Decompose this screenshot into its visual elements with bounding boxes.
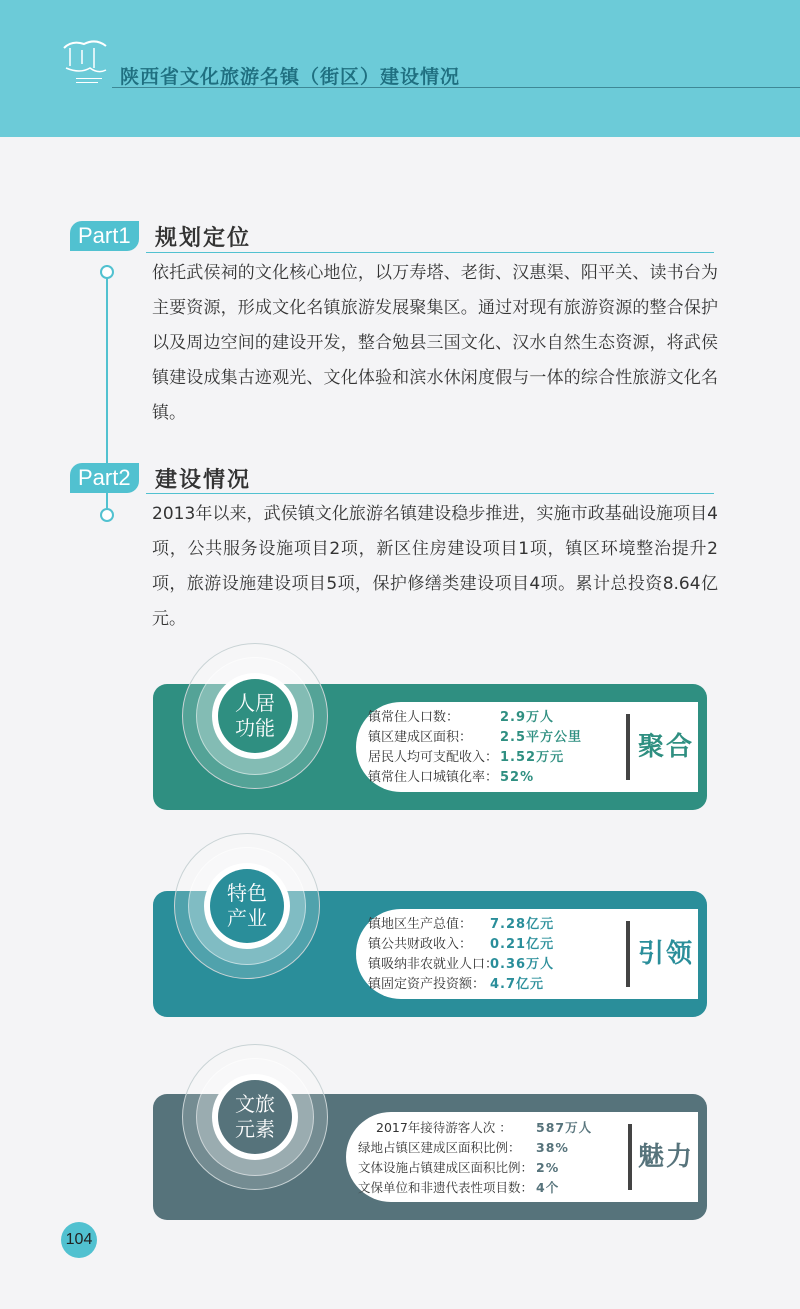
stat-label: 绿地占镇区建成区面积比例： (358, 1140, 521, 1155)
stat-row (368, 915, 554, 935)
page-number: 104 (61, 1222, 97, 1258)
stats-panel (356, 702, 698, 792)
stat-row (368, 708, 582, 728)
circle-label (218, 1080, 292, 1154)
stat-value: 2% (536, 1160, 560, 1175)
circle-label (218, 679, 292, 753)
part1-title: 规划定位 (155, 226, 252, 251)
stat-value: 587万人 (536, 1120, 593, 1135)
stat-row (368, 728, 582, 748)
header-title: 陕西省文化旅游名镇（街区）建设情况 (120, 66, 461, 88)
card-keyword: 魅力 (638, 1142, 695, 1172)
stat-row (368, 975, 554, 995)
stat-row (368, 935, 554, 955)
stat-row (358, 1158, 592, 1178)
circle-label-line1: 特色 (227, 881, 267, 905)
card-keyword: 聚合 (638, 732, 695, 762)
town-logo-icon (60, 30, 110, 92)
stat-row (358, 1178, 592, 1198)
stat-label: 镇地区生产总值： (368, 917, 473, 932)
stat-label: 镇公共财政收入： (368, 937, 473, 952)
stats-panel (346, 1112, 698, 1202)
circle-label-line2: 产业 (227, 906, 267, 930)
stats-list (358, 1118, 592, 1198)
stat-value: 2.5平方公里 (500, 730, 583, 745)
stat-row (368, 768, 582, 788)
stat-value: 2.9万人 (500, 710, 555, 725)
part2-title: 建设情况 (155, 468, 252, 493)
circle-label-line1: 人居 (235, 691, 275, 715)
part1-badge: Part1 (70, 221, 139, 251)
stat-label: 文体设施占镇建成区面积比例： (358, 1160, 534, 1175)
timeline-dot-1 (100, 265, 114, 279)
stat-value: 4个 (536, 1180, 560, 1195)
stat-label: 居民人均可支配收入： (368, 750, 499, 765)
part2-underline (146, 493, 714, 494)
stat-value: 7.28亿元 (490, 917, 555, 932)
stat-row (368, 955, 554, 975)
stat-row (358, 1138, 592, 1158)
stats-list (368, 708, 582, 788)
accent-bar (626, 921, 630, 987)
stat-value: 0.36万人 (490, 957, 555, 972)
stats-list (368, 915, 554, 995)
stat-row (368, 748, 582, 768)
circle-label-line2: 元素 (235, 1117, 275, 1141)
stat-row (358, 1118, 592, 1138)
accent-bar (628, 1124, 632, 1190)
stat-label: 文保单位和非遗代表性项目数： (358, 1180, 534, 1195)
stat-value: 38% (536, 1140, 569, 1155)
card-keyword: 引领 (638, 939, 695, 969)
part2-badge: Part2 (70, 463, 139, 493)
page-header (0, 0, 800, 137)
circle-label-line2: 功能 (235, 716, 275, 740)
timeline-dot-2 (100, 508, 114, 522)
stat-label: 镇常住人口城镇化率： (368, 770, 499, 785)
stat-value: 52% (500, 770, 535, 785)
circle-label-line1: 文旅 (235, 1092, 275, 1116)
part2-text: 2013年以来，武侯镇文化旅游名镇建设稳步推进，实施市政基础设施项目4项，公共服务设施项目2项，新区住房建设项目1项，镇区环境整治提升2项，旅游设施建设项目5项，保护修缮类建设项目4项。累计总投资8.64亿元。 (152, 504, 718, 629)
stat-label: 镇区建成区面积： (368, 730, 473, 745)
circle-label (210, 869, 284, 943)
stat-label: 镇固定资产投资额： (368, 977, 486, 992)
stat-value: 1.52万元 (500, 750, 565, 765)
stat-value: 4.7亿元 (490, 977, 545, 992)
stat-value: 0.21亿元 (490, 937, 555, 952)
stat-label: 镇常住人口数： (368, 710, 460, 725)
part1-underline (146, 252, 714, 253)
accent-bar (626, 714, 630, 780)
stat-label: 镇吸纳非农就业人口： (368, 957, 499, 972)
stats-panel (356, 909, 698, 999)
stat-label: 2017年接待游客人次 ： (376, 1120, 512, 1135)
part1-text: 依托武侯祠的文化核心地位，以万寿塔、老街、汉惠渠、阳平关、读书台为主要资源，形成文化名镇旅游发展聚集区。通过对现有旅游资源的整合保护以及周边空间的建设开发，整合勉县三国文化、汉水自然生态资源，将武侯镇建设成集古迹观光、文化体验和滨水休闲度假与一体的综合性旅游文化名镇。 (152, 263, 718, 423)
